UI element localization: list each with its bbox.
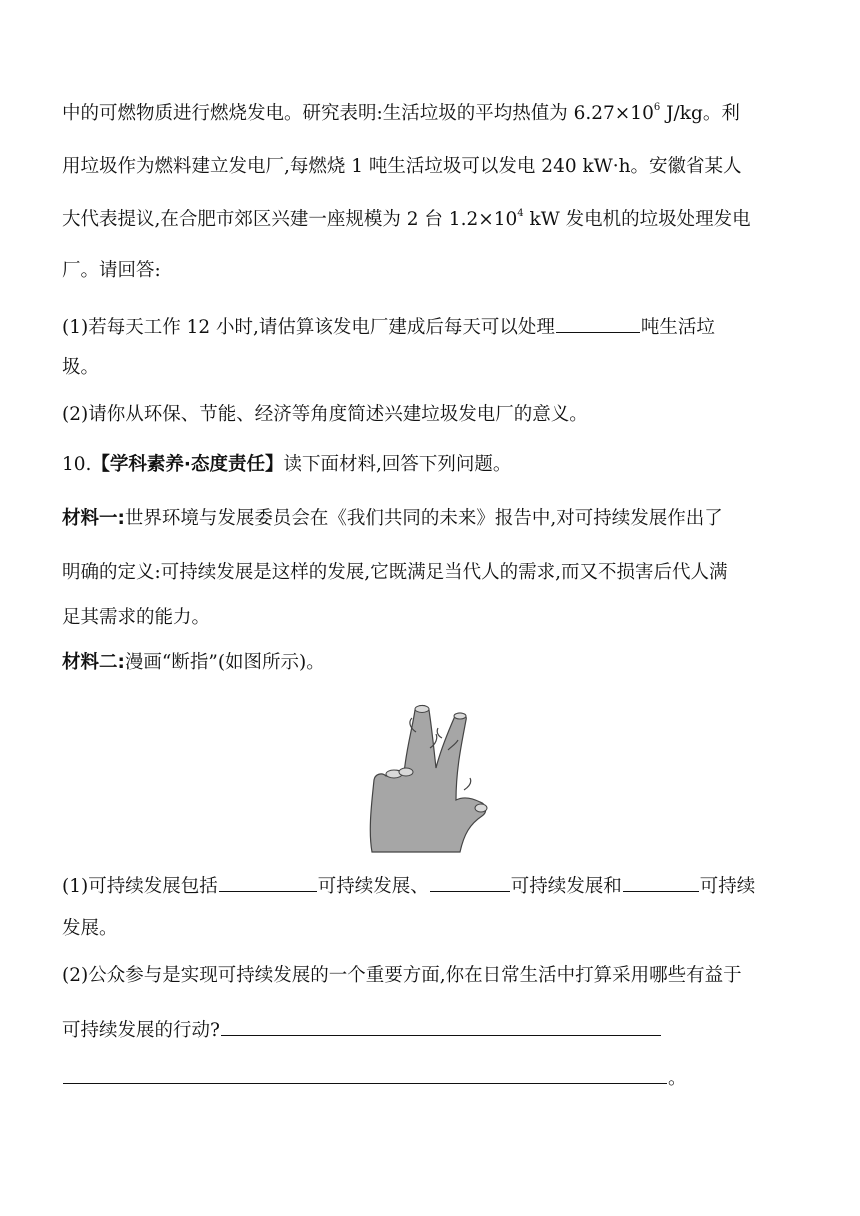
q10-part-1-text: (1)可持续发展包括	[62, 876, 218, 897]
q9-text: kW 发电机的垃圾处理发电	[523, 209, 751, 230]
answer-blank[interactable]	[623, 871, 699, 892]
material-1-label: 材料一:	[62, 508, 125, 529]
q10-part-2-text: (2)公众参与是实现可持续发展的一个重要方面,你在日常生活中打算采用哪些有益于	[62, 965, 742, 986]
q9-text: 大代表提议,在合肥市郊区兴建一座规模为 2 台 1.2×10	[62, 209, 518, 230]
q10-part-2-line-2	[62, 1015, 662, 1044]
q9-text: 用垃圾作为燃料建立发电厂,每燃烧 1 吨生活垃圾可以发电 240 kW·h。安徽省某人	[62, 156, 742, 177]
q9-part-1	[62, 312, 715, 341]
material-1-text: 世界环境与发展委员会在《我们共同的未来》报告中,对可持续发展作出了	[124, 508, 723, 529]
question-tag: 【学科素养·态度责任】	[91, 454, 284, 475]
material-2-text: 漫画“断指”(如图所示)。	[124, 652, 325, 673]
cut-stump	[454, 713, 466, 719]
material-2	[62, 650, 325, 676]
cut-stump	[415, 706, 429, 713]
q9-text: J/kg。利	[660, 103, 740, 124]
q9-part-1-text: 吨生活垃	[640, 317, 715, 338]
q9-part-1-cont	[62, 355, 99, 381]
answer-line[interactable]	[63, 1063, 667, 1084]
q10-part-1-text: 可持续发展、	[317, 876, 429, 897]
q10-part-1-cont	[62, 916, 118, 942]
q9-line-1	[62, 101, 740, 127]
cut-stump	[475, 804, 487, 812]
cut-stump	[399, 768, 413, 776]
material-1-line-2	[62, 560, 728, 586]
q9-line-3	[62, 207, 751, 233]
q10-part-1	[62, 871, 755, 900]
q10-part-1-text: 可持续	[699, 876, 756, 897]
q9-text: 中的可燃物质进行燃烧发电。研究表明:生活垃圾的平均热值为 6.27×10	[62, 103, 654, 124]
broken-finger-cartoon	[360, 690, 505, 855]
exponent: 4	[517, 208, 524, 219]
q10-header	[62, 452, 511, 478]
q9-part-2-text: (2)请你从环保、节能、经济等角度简述兴建垃圾发电厂的意义。	[62, 404, 588, 425]
q9-part-1-text: 圾。	[62, 357, 100, 378]
question-intro: 读下面材料,回答下列问题。	[283, 454, 512, 475]
end-punctuation: 。	[668, 1068, 687, 1089]
q9-line-2	[62, 154, 742, 180]
answer-blank[interactable]	[556, 312, 640, 333]
material-1-text: 明确的定义:可持续发展是这样的发展,它既满足当代人的需求,而又不损害后代人满	[62, 562, 728, 583]
answer-blank[interactable]	[430, 871, 510, 892]
q10-part-2-text: 可持续发展的行动?	[62, 1020, 220, 1041]
exponent: 6	[653, 102, 661, 113]
material-2-label: 材料二:	[62, 652, 125, 673]
q10-part-1-text: 可持续发展和	[510, 876, 622, 897]
material-1-line-1	[62, 506, 723, 532]
answer-blank[interactable]	[219, 871, 317, 892]
q10-part-1-text: 发展。	[62, 918, 118, 939]
question-number: 10.	[62, 454, 92, 475]
answer-line[interactable]	[221, 1015, 661, 1036]
q10-part-2-line-1	[62, 963, 742, 989]
q9-line-4	[62, 258, 161, 284]
material-1-text: 足其需求的能力。	[62, 607, 211, 628]
q9-text: 厂。请回答:	[62, 260, 161, 281]
q10-part-2-line-3	[62, 1063, 687, 1092]
q9-part-1-text: (1)若每天工作 12 小时,请估算该发电厂建成后每天可以处理	[62, 317, 555, 338]
material-1-line-3	[62, 605, 210, 631]
q9-part-2	[62, 402, 588, 428]
hand-shape	[370, 706, 485, 853]
